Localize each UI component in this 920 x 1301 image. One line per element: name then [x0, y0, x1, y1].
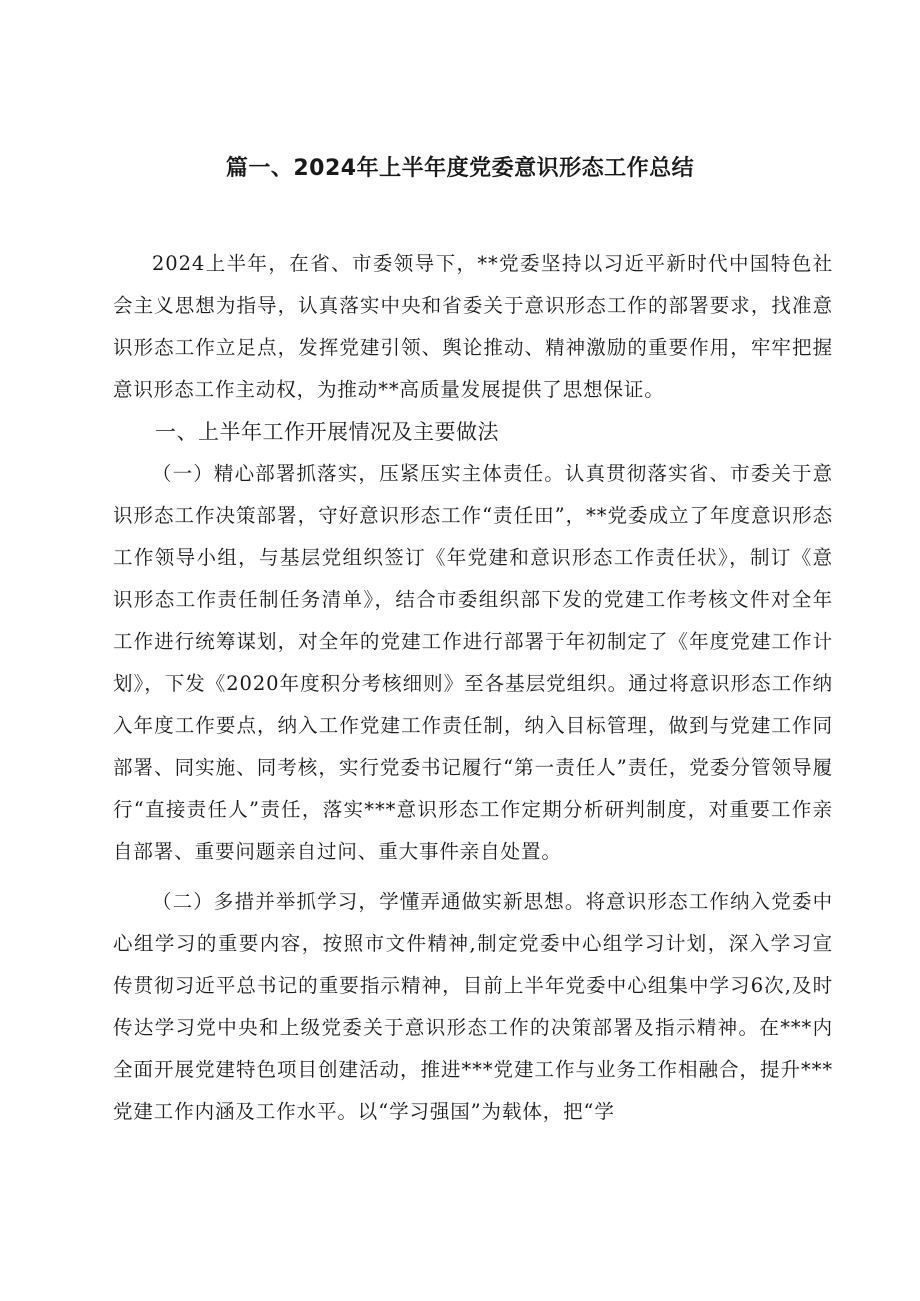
section-heading: 一、上半年工作开展情况及主要做法 [155, 420, 499, 444]
subsection-paragraph-2: （二）多措并举抓学习，学懂弄通做实新思想。将意识形态工作纳入党委中心组学习的重要内容，按照市文件精神,制定党委中心组学习计划，深入学习宣传贯彻习近平总书记的重要指示精神，目前上半年党委中心组集中学习6次,及时传达学习党中央和上级党委关于意识形态工作的决策部署及指示精神。在***内全面开展党建特色项目创建活动，推进***党建工作与业务工作相融合，提升***党建工作内涵及工作水平。以“学习强国”为载体，把“学 [113, 890, 833, 1123]
document-body [113, 243, 833, 1133]
subsection-paragraph-1: （一）精心部署抓落实，压紧压实主体责任。认真贯彻落实省、市委关于意识形态工作决策部署，守好意识形态工作“责任田”，**党委成立了年度意识形态工作领导小组，与基层党组织签订《年党建和意识形态工作责任状》，制订《意识形态工作责任制任务清单》，结合市委组织部下发的党建工作考核文件对全年工作进行统筹谋划，对全年的党建工作进行部署于年初制定了《年度党建工作计划》，下发《2020年度积分考核细则》至各基层党组织。通过将意识形态工作纳入年度工作要点，纳入工作党建工作责任制，纳入目标管理，做到与党建工作同部署、同实施、同考核，实行党委书记履行“第一责任人”责任，党委分管领导履行“直接责任人”责任，落实***意识形态工作定期分析研判制度，对重要工作亲自部署、重要问题亲自过问、重大事件亲自处置。 [113, 462, 833, 863]
document-title: 篇一、2024年上半年度党委意识形态工作总结 [225, 156, 695, 181]
intro-paragraph: 2024上半年，在省、市委领导下，**党委坚持以习近平新时代中国特色社会主义思想为指导，认真落实中央和省委关于意识形态工作的部署要求，找准意识形态工作立足点，发挥党建引领、舆论推动、精神激励的重要作用，牢牢把握意识形态工作主动权，为推动**高质量发展提供了思想保证。 [113, 252, 833, 401]
